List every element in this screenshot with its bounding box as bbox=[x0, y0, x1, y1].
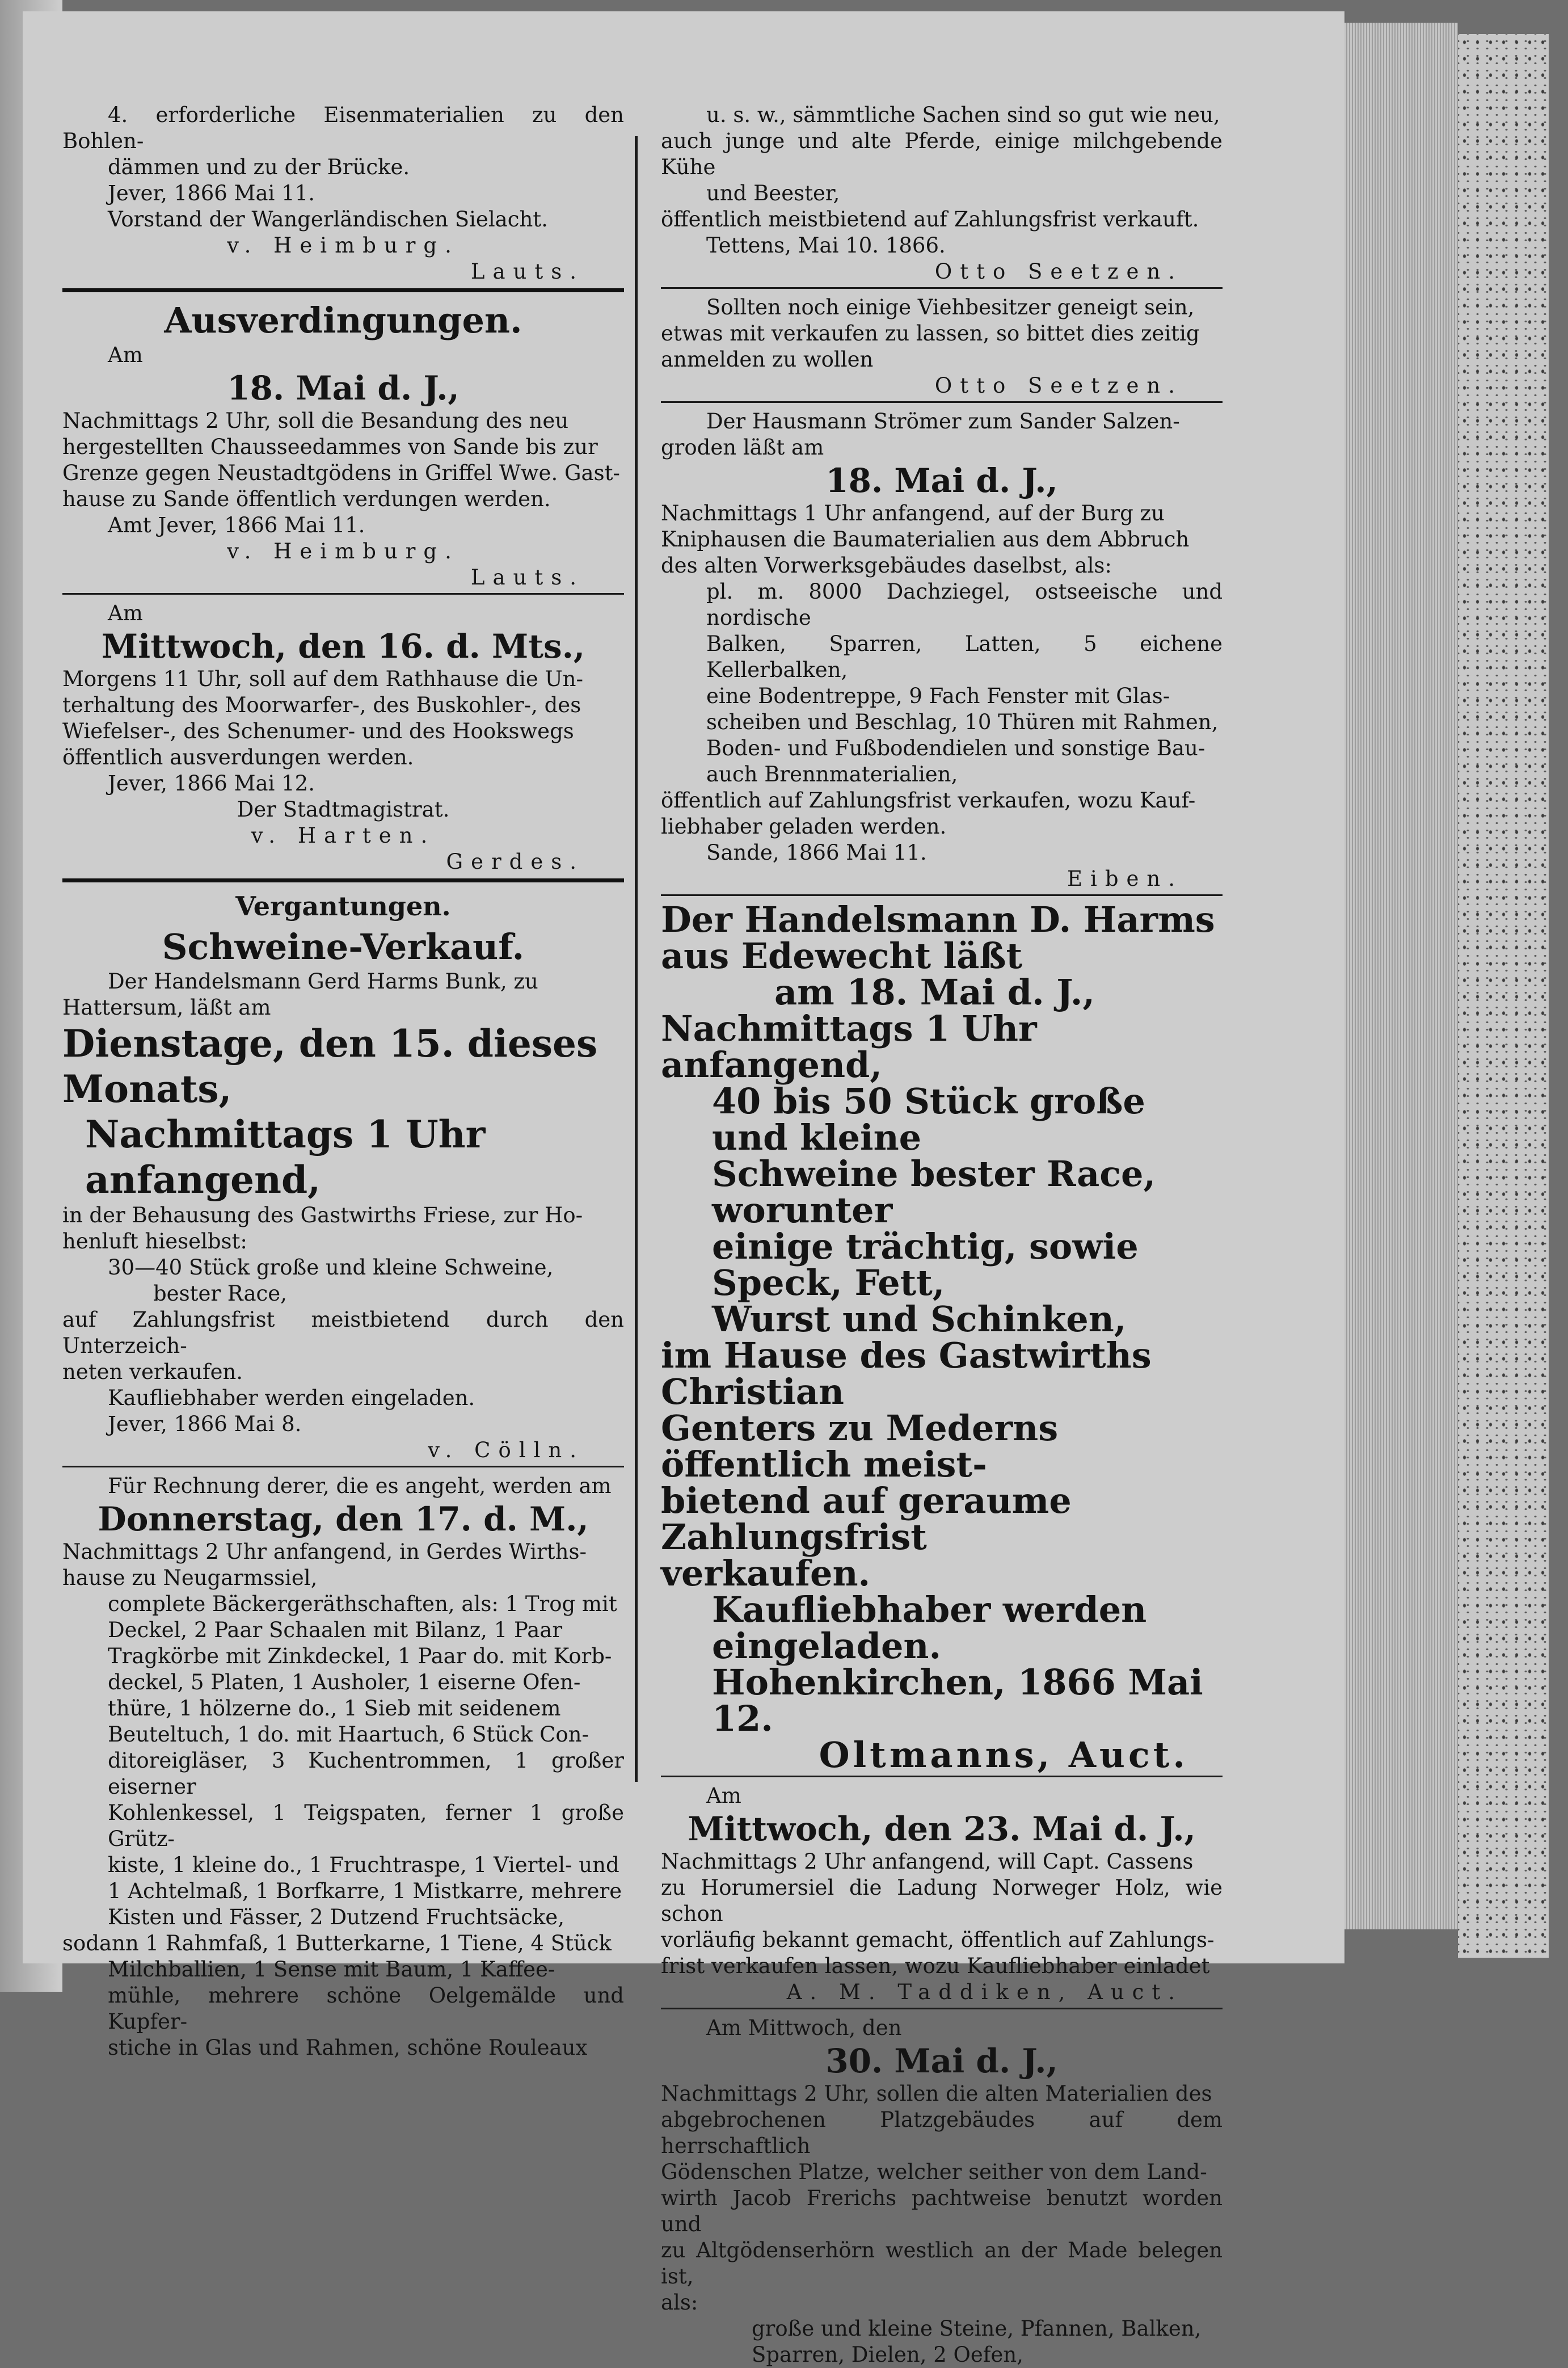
text-line: und Beester, bbox=[706, 181, 840, 205]
text-line: thüre, 1 hölzerne do., 1 Sieb mit seidenem bbox=[108, 1696, 561, 1721]
date-headline: Dienstage, den 15. dieses Monats, bbox=[62, 1021, 598, 1111]
text-line: Nachmittags 2 Uhr, soll die Besandung des neu bbox=[62, 409, 569, 433]
notice-platzgebaeude bbox=[661, 2015, 1223, 2368]
text-line: Beuteltuch, 1 do. mit Haartuch, 6 Stück Con- bbox=[108, 1722, 589, 1747]
text-line: bester Race, bbox=[153, 1281, 287, 1306]
text-line: liebhaber geladen werden. bbox=[661, 814, 947, 839]
section-rule bbox=[62, 878, 624, 882]
ad-line: verkaufen. bbox=[661, 1553, 871, 1594]
text-line: Kaufliebhaber werden eingeladen. bbox=[108, 1386, 475, 1410]
text-line: u. s. w., sämmtliche Sachen sind so gut wie neu, bbox=[706, 103, 1220, 127]
text-line: Kniphausen die Baumaterialien aus dem Abbruch bbox=[661, 527, 1190, 552]
signature: Lauts. bbox=[470, 259, 584, 284]
text-line: pl. m. 8000 Dachziegel, ostseeische und nordische bbox=[706, 579, 1223, 630]
left-column bbox=[62, 102, 624, 2060]
ad-line: Nachmittags 1 Uhr anfangend, bbox=[661, 1008, 1037, 1086]
section-rule bbox=[661, 287, 1223, 289]
text-line: Hattersum, läßt am bbox=[62, 995, 271, 1020]
text-line: hause zu Sande öffentlich verdungen werden. bbox=[62, 487, 551, 511]
date-headline: 30. Mai d. J., bbox=[825, 2042, 1058, 2080]
section-vergantungen bbox=[62, 889, 624, 1463]
text-line: in der Behausung des Gastwirths Friese, zur Ho- bbox=[62, 1203, 583, 1227]
text-line: Milchballien, 1 Sense mit Baum, 1 Kaffee- bbox=[108, 1957, 555, 1982]
text-line: 30—40 Stück große und kleine Schweine, bbox=[108, 1255, 554, 1280]
item-list bbox=[62, 1957, 624, 2061]
section-rule bbox=[62, 288, 624, 292]
text-line: abgebrochenen Platzgebäudes auf dem herrschaftlich bbox=[661, 2108, 1223, 2158]
text-line: Jever, 1866 Mai 8. bbox=[108, 1412, 302, 1436]
date-headline: Mittwoch, den 16. d. Mts., bbox=[101, 627, 585, 666]
notice-cassens-holz bbox=[661, 1783, 1223, 2005]
text-line: anmelden zu wollen bbox=[661, 347, 874, 372]
text-line: Sparren, Dielen, 2 Oefen, bbox=[752, 2342, 1023, 2367]
text-line: wirth Jacob Frerichs pachtweise benutzt worden und bbox=[661, 2186, 1223, 2236]
text-line: frist verkaufen lassen, wozu Kaufliebhaber einladet bbox=[661, 1954, 1210, 1978]
text-line: etwas mit verkaufen zu lassen, so bittet dies zeitig bbox=[661, 321, 1200, 346]
text-line: des alten Vorwerksgebäudes daselbst, als: bbox=[661, 553, 1112, 578]
date-headline: Donnerstag, den 17. d. M., bbox=[98, 1500, 589, 1538]
text-line: Kohlenkessel, 1 Teigspaten, ferner 1 große Grütz- bbox=[108, 1801, 624, 1851]
time-headline: Nachmittags 1 Uhr anfangend, bbox=[85, 1112, 486, 1202]
text-line: hergestellten Chausseedammes von Sande bis zur bbox=[62, 435, 598, 459]
notice-tettens bbox=[661, 102, 1223, 285]
signature: Gerdes. bbox=[446, 849, 584, 874]
date-headline: 18. Mai d. J., bbox=[825, 461, 1058, 500]
ad-line: am 18. Mai d. J., bbox=[774, 971, 1095, 1013]
text-line: 4. erforderliche Eisenmaterialien zu den Bohlen- bbox=[62, 103, 624, 153]
text-line: Sande, 1866 Mai 11. bbox=[706, 840, 927, 865]
text-line: complete Bäckergeräthschaften, als: 1 Trog mit bbox=[108, 1592, 617, 1616]
text-line: Boden- und Fußbodendielen und sonstige Bau- bbox=[706, 736, 1205, 760]
date-headline: 18. Mai d. J., bbox=[227, 369, 460, 407]
text-line: öffentlich auf Zahlungsfrist verkaufen, wozu Kauf- bbox=[661, 788, 1196, 813]
ad-line: Wurst und Schinken, bbox=[712, 1298, 1127, 1340]
ad-line: bietend auf geraume Zahlungsfrist bbox=[661, 1480, 1072, 1558]
text-line: Deckel, 2 Paar Schaalen mit Bilanz, 1 Paar bbox=[108, 1618, 563, 1642]
text-line: Nachmittags 2 Uhr, sollen die alten Materialien des bbox=[661, 2081, 1212, 2106]
text-line: vorläufig bekannt gemacht, öffentlich auf Zahlungs- bbox=[661, 1928, 1215, 1952]
signature: Otto Seetzen. bbox=[934, 373, 1183, 398]
text-line: mühle, mehrere schöne Oelgemälde und Kupfer- bbox=[108, 1983, 624, 2034]
text-line: öffentlich ausverdungen werden. bbox=[62, 745, 414, 769]
text-line: ditoreigläser, 3 Kuchentrommen, 1 großer eiserner bbox=[108, 1748, 624, 1799]
text-line: Der Handelsmann Gerd Harms Bunk, zu bbox=[108, 969, 538, 994]
text-line: große und kleine Steine, Pfannen, Balken, bbox=[752, 2316, 1202, 2341]
text-line: Nachmittags 2 Uhr anfangend, in Gerdes Wirths- bbox=[62, 1540, 587, 1564]
signature: Oltmanns, Auct. bbox=[819, 1734, 1188, 1776]
text-line: 1 Achtelmaß, 1 Borfkarre, 1 Mistkarre, mehrere bbox=[108, 1879, 622, 1903]
text-line: auch junge und alte Pferde, einige milchgebende Kühe bbox=[661, 129, 1223, 179]
text-line: zu Horumersiel die Ladung Norweger Holz, wie schon bbox=[661, 1875, 1223, 1926]
ad-line: Schweine bester Race, worunter bbox=[712, 1153, 1156, 1231]
section-rule bbox=[661, 894, 1223, 896]
text-line: Kisten und Fässer, 2 Dutzend Fruchtsäcke, bbox=[108, 1905, 564, 1929]
text-line: Tragkörbe mit Zinkdeckel, 1 Paar do. mit Korb- bbox=[108, 1644, 612, 1668]
signature: v. Heimburg. bbox=[227, 539, 460, 563]
text-line: sodann 1 Rahmfaß, 1 Butterkarne, 1 Tiene, 4 Stück bbox=[62, 1931, 612, 1955]
notice-stadtmagistrat bbox=[62, 600, 624, 875]
signature: Otto Seetzen. bbox=[934, 259, 1183, 284]
notice-heading: Schweine-Verkauf. bbox=[162, 926, 525, 968]
item-list bbox=[661, 102, 1223, 128]
signature: v. Cölln. bbox=[428, 1438, 584, 1462]
date-headline: Mittwoch, den 23. Mai d. J., bbox=[688, 1810, 1196, 1848]
signature: Der Stadtmagistrat. bbox=[237, 797, 450, 822]
signature: v. Harten. bbox=[251, 823, 436, 848]
text-line: Am Mittwoch, den bbox=[706, 2016, 902, 2040]
section-rule bbox=[661, 401, 1223, 403]
notice-viehbesitzer bbox=[661, 295, 1223, 399]
text-line: scheiben und Beschlag, 10 Thüren mit Rahmen, bbox=[706, 710, 1219, 734]
text-line: groden läßt am bbox=[661, 435, 824, 460]
text-line: auch Brennmaterialien, bbox=[706, 762, 958, 786]
section-rule bbox=[661, 1776, 1223, 1777]
text-line: als: bbox=[661, 2290, 698, 2315]
notice-sielacht bbox=[62, 102, 624, 285]
text-line: Am bbox=[706, 1784, 741, 1808]
text-line: Grenze gegen Neustadtgödens in Griffel Wwe. Gast- bbox=[62, 461, 620, 485]
ad-line: im Hause des Gastwirths Christian bbox=[661, 1335, 1152, 1412]
text-line: Wiefelser-, des Schenumer- und des Hookswegs bbox=[62, 719, 574, 743]
book-page-edges bbox=[1344, 23, 1458, 1929]
ad-line: Der Handelsmann D. Harms bbox=[661, 899, 1215, 940]
text-line: Tettens, Mai 10. 1866. bbox=[706, 233, 946, 258]
text-line: Morgens 11 Uhr, soll auf dem Rathhause die Un- bbox=[62, 667, 583, 691]
section-heading: Vergantungen. bbox=[235, 891, 451, 922]
section-ausverdingungen bbox=[62, 299, 624, 591]
speckled-book-cover bbox=[1458, 34, 1549, 1958]
notice-harms-schweine bbox=[661, 899, 1223, 1776]
ad-line: aus Edewecht läßt bbox=[661, 935, 1023, 977]
text-line: Nachmittags 2 Uhr anfangend, will Capt. Cassens bbox=[661, 1849, 1194, 1874]
section-heading: Ausverdingungen. bbox=[164, 300, 522, 341]
text-line: Gödenschen Platze, welcher seither von dem Land- bbox=[661, 2160, 1207, 2184]
text-line: Jever, 1866 Mai 12. bbox=[108, 771, 315, 796]
item-list bbox=[62, 1591, 624, 1930]
signature: Lauts. bbox=[470, 565, 584, 590]
signature: A. M. Taddiken, Auct. bbox=[786, 1980, 1183, 2004]
notice-kniphausen bbox=[661, 409, 1223, 892]
column-divider bbox=[635, 136, 638, 1782]
text-line: Am bbox=[108, 343, 143, 367]
text-line: henluft hieselbst: bbox=[62, 1229, 247, 1254]
text-line: neten verkaufen. bbox=[62, 1360, 243, 1384]
item-list bbox=[661, 579, 1223, 788]
ad-line: Kaufliebhaber werden eingeladen. bbox=[712, 1589, 1147, 1667]
text-line: deckel, 5 Platen, 1 Ausholer, 1 eiserne Ofen- bbox=[108, 1670, 581, 1694]
text-line: Amt Jever, 1866 Mai 11. bbox=[108, 513, 365, 537]
text-line: Der Hausmann Strömer zum Sander Salzen- bbox=[706, 409, 1180, 434]
right-column bbox=[661, 102, 1223, 2367]
text-line: hause zu Neugarmssiel, bbox=[62, 1566, 318, 1590]
text-line: dämmen und zu der Brücke. bbox=[108, 155, 410, 179]
text-line: Jever, 1866 Mai 11. bbox=[108, 181, 315, 205]
ad-line: Genters zu Mederns öffentlich meist- bbox=[661, 1407, 1059, 1485]
text-line: stiche in Glas und Rahmen, schöne Rouleaux bbox=[108, 2035, 588, 2060]
text-line: terhaltung des Moorwarfer-, des Buskohler-, des bbox=[62, 693, 581, 717]
text-line: auf Zahlungsfrist meistbietend durch den Unterzeich- bbox=[62, 1307, 624, 1358]
ad-line: Hohenkirchen, 1866 Mai 12. bbox=[712, 1662, 1203, 1739]
text-line: Vorstand der Wangerländischen Sielacht. bbox=[108, 207, 548, 232]
section-rule bbox=[62, 1466, 624, 1467]
text-line: zu Altgödenserhörn westlich an der Made belegen ist, bbox=[661, 2238, 1223, 2289]
text-line: Am bbox=[108, 601, 143, 625]
text-line: öffentlich meistbietend auf Zahlungsfrist verkauft. bbox=[661, 207, 1199, 232]
section-rule bbox=[62, 593, 624, 595]
text-line: Nachmittags 1 Uhr anfangend, auf der Burg zu bbox=[661, 501, 1165, 525]
text-line: eine Bodentreppe, 9 Fach Fenster mit Glas- bbox=[706, 684, 1170, 708]
section-rule bbox=[661, 2008, 1223, 2009]
signature: Eiben. bbox=[1067, 867, 1183, 891]
text-line: Balken, Sparren, Latten, 5 eichene Kellerbalken, bbox=[706, 632, 1223, 682]
ad-line: 40 bis 50 Stück große und kleine bbox=[712, 1080, 1145, 1158]
text-line: Für Rechnung derer, die es angeht, werden am bbox=[108, 1474, 612, 1498]
signature: v. Heimburg. bbox=[227, 233, 460, 258]
text-line: Sollten noch einige Viehbesitzer geneigt sein, bbox=[706, 295, 1195, 319]
text-line: kiste, 1 kleine do., 1 Fruchtraspe, 1 Viertel- und bbox=[108, 1853, 619, 1877]
ad-line: einige trächtig, sowie Speck, Fett, bbox=[712, 1226, 1139, 1303]
notice-baeckergeraete bbox=[62, 1473, 624, 2061]
